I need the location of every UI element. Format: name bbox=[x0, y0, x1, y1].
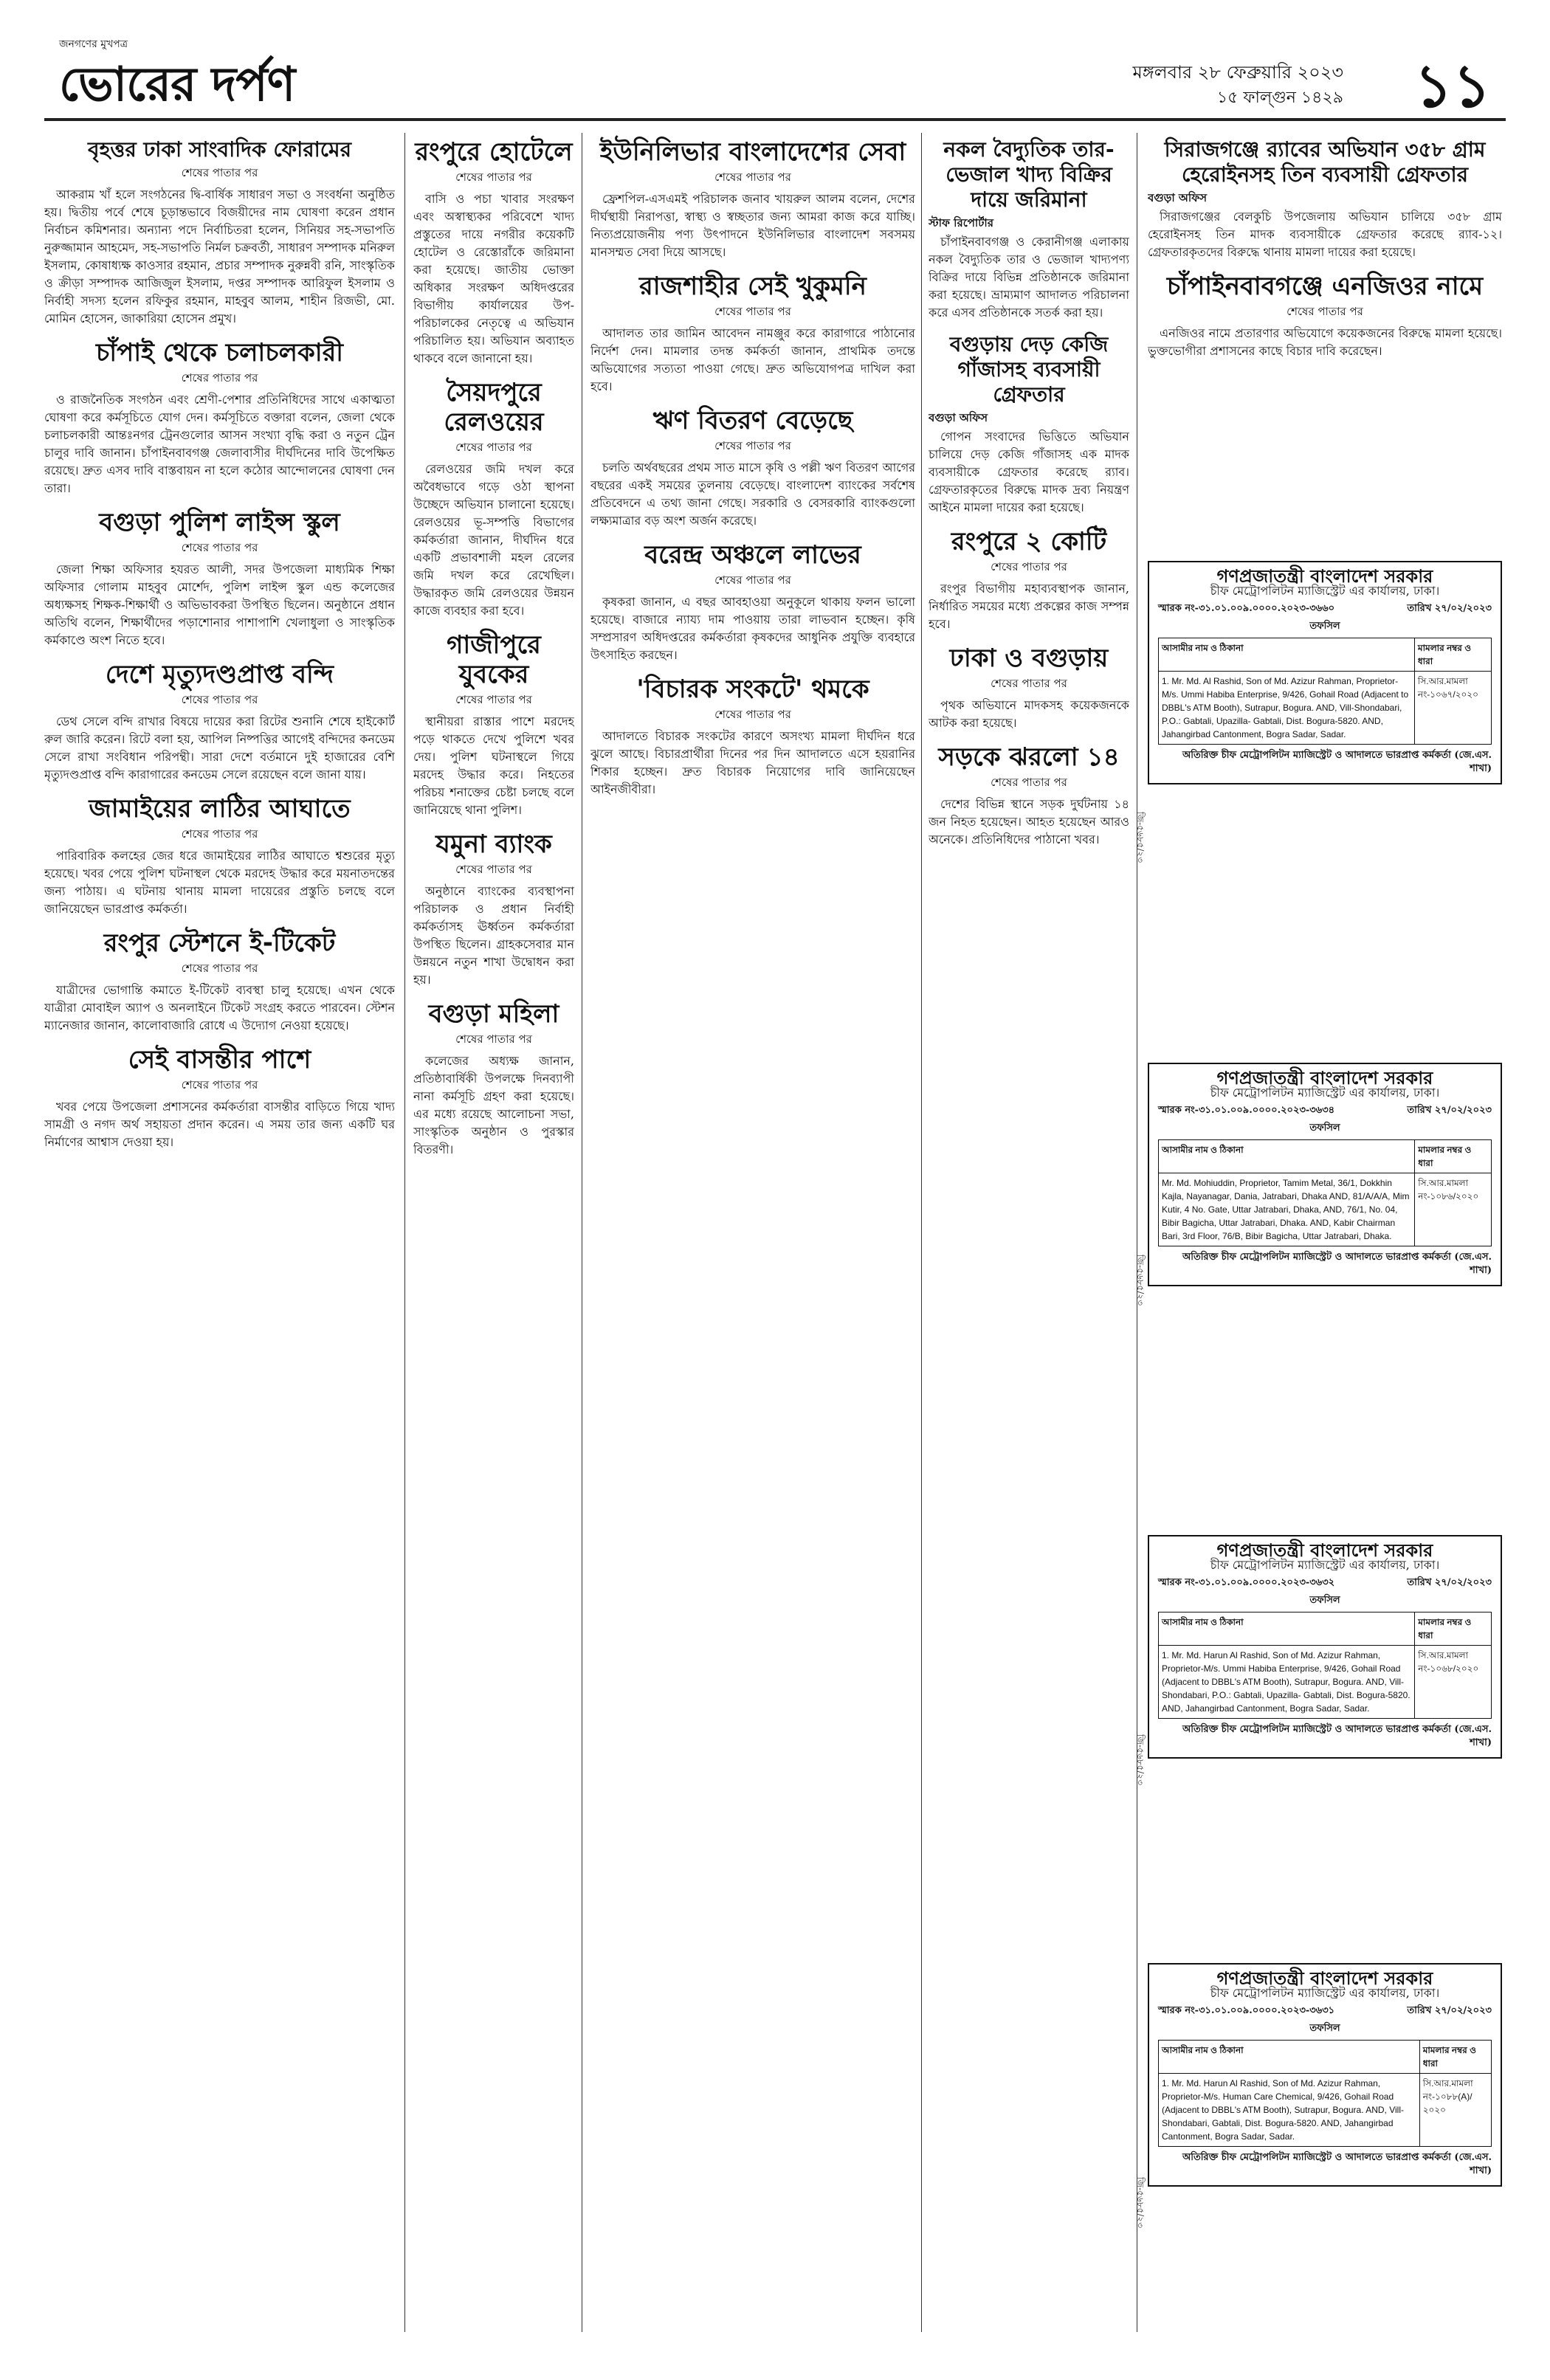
accused-details: 1. Mr. Md. Al Rashid, Son of Md. Azizur Rahman, Proprietor-M/s. Ummi Habiba Enterprise, 9/426, Gohail Road (Adjacent to DBBL's ATM Booth), Sutrapur, Bogura. AND, Vill-Shondabari, P.O.: Gabtali, Upazilla- Gabtali, Dist. Bogura-5820. AND, Jahangirbad Cantonment, Bogra Sadar, Sadar. bbox=[1159, 672, 1415, 745]
page-number: ১১ bbox=[1414, 52, 1491, 120]
story bbox=[590, 137, 915, 261]
case-number: সি.আর.মামলা নং-১০৬৮/২০২০ bbox=[1415, 1646, 1492, 1719]
court-notice bbox=[1148, 1963, 1502, 2187]
story bbox=[929, 332, 1129, 517]
story bbox=[929, 742, 1129, 849]
continued-label: শেষের পাতার পর bbox=[714, 170, 791, 184]
continued-label: শেষের পাতার পর bbox=[455, 1032, 532, 1046]
column-divider bbox=[404, 133, 405, 2332]
case-header: মামলার নম্বর ও ধারা bbox=[1414, 638, 1491, 672]
story-byline: বগুড়া অফিস bbox=[929, 411, 988, 424]
story-headline: বগুড়া মহিলা bbox=[428, 999, 559, 1029]
notice-date: তারিখ ২৭/০২/২০২৩ bbox=[1407, 1105, 1492, 1116]
court-notice bbox=[1148, 561, 1502, 784]
story bbox=[44, 1045, 395, 1151]
case-header: মামলার নম্বর ও ধারা bbox=[1415, 1140, 1492, 1173]
story-body: আদালতে বিচারক সংকটের কারণে অসংখ্য মামলা দীর্ঘদিন ধরে ঝুলে আছে। বিচারপ্রার্থীরা দিনের পর দিন আদালতে এসে হয়রানির শিকার হচ্ছেন। দ্রুত বিচারক নিয়োগের দাবি জানিয়েছেন আইনজীবীরা। bbox=[590, 729, 915, 796]
story bbox=[1148, 137, 1502, 261]
notice-signature: অতিরিক্ত চীফ মেট্রোপলিটন ম্যাজিস্ট্রেট ও আদালতে ভারপ্রাপ্ত কর্মকর্তা (জে.এস. শাখা) bbox=[1182, 2152, 1492, 2176]
story-headline: চাঁপাইনবাবগঞ্জে এনজিওর নামে bbox=[1166, 272, 1484, 301]
story-headline: রংপুরে ২ কোটি bbox=[951, 527, 1107, 556]
notice-office: চীফ মেট্রোপলিটন ম্যাজিস্ট্রেট এর কার্যালয়, ঢাকা। bbox=[1210, 584, 1440, 598]
accused-header: আসামীর নাম ও ঠিকানা bbox=[1159, 1140, 1415, 1173]
notice-signature: অতিরিক্ত চীফ মেট্রোপলিটন ম্যাজিস্ট্রেট ও আদালতে ভারপ্রাপ্ত কর্মকর্তা (জে.এস. শাখা) bbox=[1182, 750, 1492, 774]
story bbox=[413, 829, 574, 989]
story-body: জেলা শিক্ষা অফিসার হযরত আলী, সদর উপজেলা মাধ্যমিক শিক্ষা অফিসার গোলাম মাহবুব মোর্শেদ, পুলিশ লাইন্স স্কুল এন্ড কলেজের অধ্যক্ষসহ শিক্ষক-শিক্ষার্থী ও অভিভাবকরা উপস্থিত ছিলেন। অনুষ্ঠানে প্রধান অতিথি বলেন, শিক্ষার্থীদের পড়াশোনার পাশাপাশি খেলাধুলা ও সাংস্কৃতিক কর্মকাণ্ডে অংশ নিতে হবে। bbox=[44, 562, 395, 647]
story bbox=[590, 540, 915, 664]
date-gregorian: মঙ্গলবার ২৮ ফেব্রুয়ারি ২০২৩ bbox=[1132, 62, 1343, 83]
notice-schedule-label: তফসিল bbox=[1309, 1595, 1340, 1606]
story bbox=[929, 137, 1129, 322]
logo-kicker: জনগণের মুখপত্র bbox=[59, 38, 128, 50]
story bbox=[590, 272, 915, 396]
story-headline: বগুড়া পুলিশ লাইন্স স্কুল bbox=[99, 508, 340, 537]
notice-memo: স্মারক নং-৩১.০১.০০৯.০০০০.২০২৩-৩৬৬০ bbox=[1158, 603, 1335, 614]
notice-title: গণপ্রজাতন্ত্রী বাংলাদেশ সরকার bbox=[1216, 1068, 1433, 1089]
notice-date: তারিখ ২৭/০২/২০২৩ bbox=[1407, 1577, 1492, 1588]
story-headline: যমুনা ব্যাংক bbox=[435, 829, 552, 859]
story-headline: 'বিচারক সংকটে' থমকে bbox=[636, 675, 869, 704]
story-byline: স্টাফ রিপোর্টার bbox=[929, 216, 994, 230]
notice-table bbox=[1158, 1612, 1492, 1719]
newspaper-logo: ভোরের দর্পণ bbox=[59, 58, 295, 112]
story-body: বাসি ও পচা খাবার সংরক্ষণ এবং অস্বাস্থ্যকর পরিবেশে খাদ্য প্রস্তুতের দায়ে নগরীর কয়েকটি হোটেল ও রেস্তোরাঁকে জরিমানা করা হয়েছে। জাতীয় ভোক্তা অধিকার সংরক্ষণ অধিদপ্তরের বিভাগীয় কার্যালয়ের উপ-পরিচালকের নেতৃত্বে এ অভিযান পরিচালিত হয়। অভিযান অব্যাহত থাকবে বলে জানানো হয়। bbox=[413, 192, 574, 365]
continued-label: শেষের পাতার পর bbox=[991, 776, 1067, 789]
accused-details: 1. Mr. Md. Harun Al Rashid, Son of Md. Azizur Rahman, Proprietor-M/s. Ummi Habiba Enterprise, 9/426, Gohail Road (Adjacent to DBBL's ATM Booth), Sutrapur, Bogura. AND, Vill-Shondabari, P.O.: Gabtali, Upazilla- Gabtali, Dist. Bogura-5820. AND, Jahangirbad Cantonment, Bogra Sadar, Sadar. bbox=[1159, 1646, 1415, 1719]
case-number: সি.আর.মামলা নং-১০৬৭/২০২০ bbox=[1414, 672, 1491, 745]
accused-header: আসামীর নাম ও ঠিকানা bbox=[1159, 2041, 1420, 2074]
notice-signature: অতিরিক্ত চীফ মেট্রোপলিটন ম্যাজিস্ট্রেট ও আদালতে ভারপ্রাপ্ত কর্মকর্তা (জে.এস. শাখা) bbox=[1182, 1724, 1492, 1748]
masthead bbox=[44, 37, 1506, 121]
notice-title: গণপ্রজাতন্ত্রী বাংলাদেশ সরকার bbox=[1216, 1540, 1433, 1561]
notice-code: জি-৫৬৮৫/২৩ bbox=[1135, 1255, 1146, 1306]
notice-date: তারিখ ২৭/০২/২০২৩ bbox=[1407, 2005, 1492, 2016]
story-headline: জামাইয়ের লাঠির আঘাতে bbox=[89, 794, 351, 824]
notice-table bbox=[1158, 1139, 1492, 1246]
notice-memo: স্মারক নং-৩১.০১.০০৯.০০০০.২০২৩-৩৬৩১ bbox=[1158, 2005, 1335, 2016]
story-body: খবর পেয়ে উপজেলা প্রশাসনের কর্মকর্তারা বাসন্তীর বাড়িতে গিয়ে খাদ্য সামগ্রী ও নগদ অর্থ সহায়তা প্রদান করেন। এ সময় তার জন্য একটি ঘর নির্মাণের আশ্বাস দেওয়া হয়। bbox=[44, 1100, 395, 1149]
story-body: স্থানীয়রা রাস্তার পাশে মরদেহ পড়ে থাকতে দেখে পুলিশে খবর দেয়। পুলিশ ঘটনাস্থলে গিয়ে মরদেহ উদ্ধার করে। নিহতের পরিচয় শনাক্তের চেষ্টা চলছে বলে জানিয়েছে থানা পুলিশ। bbox=[413, 714, 574, 817]
story bbox=[590, 406, 915, 530]
story bbox=[44, 660, 395, 784]
story-headline: সড়কে ঝরলো ১৪ bbox=[938, 742, 1120, 772]
continued-label: শেষের পাতার পর bbox=[714, 708, 791, 721]
story-body: এনজিওর নামে প্রতারণার অভিযোগে কয়েকজনের বিরুদ্ধে মামলা হয়েছে। ভুক্তভোগীরা প্রশাসনের কাছে বিচার দাবি করেছেন। bbox=[1148, 326, 1502, 358]
story bbox=[413, 137, 574, 368]
date-bengali: ১৫ ফাল্গুন ১৪২৯ bbox=[1216, 89, 1343, 107]
accused-header: আসামীর নাম ও ঠিকানা bbox=[1159, 638, 1415, 672]
story bbox=[44, 338, 395, 497]
story bbox=[929, 527, 1129, 633]
story bbox=[44, 928, 395, 1035]
story-headline: গাজীপুরে যুবকের bbox=[447, 630, 541, 689]
case-number: সি.আর.মামলা নং-১০৮৮(A)/২০২০ bbox=[1419, 2074, 1491, 2147]
story bbox=[44, 137, 395, 328]
notice-schedule-label: তফসিল bbox=[1309, 1122, 1340, 1134]
case-header: মামলার নম্বর ও ধারা bbox=[1415, 1612, 1492, 1646]
story-headline: সেই বাসন্তীর পাশে bbox=[128, 1045, 311, 1075]
notice-memo-row bbox=[1158, 2004, 1492, 2018]
continued-label: শেষের পাতার পর bbox=[455, 441, 532, 454]
story-headline: নকল বৈদ্যুতিক তার-ভেজাল খাদ্য বিক্রির দায়ে জরিমানা bbox=[943, 137, 1115, 212]
story-headline: রাজশাহীর সেই খুকুমনি bbox=[639, 272, 867, 301]
notice-table bbox=[1158, 638, 1492, 745]
story-body: দেশের বিভিন্ন স্থানে সড়ক দুর্ঘটনায় ১৪ জন নিহত হয়েছেন। আহত হয়েছেন আরও অনেকে। প্রতিনিধিদের পাঠানো খবর। bbox=[929, 797, 1129, 846]
column-4 bbox=[929, 133, 1129, 2347]
court-notice bbox=[1148, 1535, 1502, 1759]
notice-table bbox=[1158, 2040, 1492, 2147]
story-body: চলতি অর্থবছরের প্রথম সাত মাসে কৃষি ও পল্লী ঋণ বিতরণ আগের বছরের একই সময়ের তুলনায় বেড়েছে। বাংলাদেশ ব্যাংকের সর্বশেষ প্রতিবেদনে এ তথ্য জানা গেছে। সরকারি ও বেসরকারি ব্যাংকগুলো লক্ষ্যমাত্রার বড় অংশ অর্জন করেছে। bbox=[590, 461, 915, 528]
story-headline: ঋণ বিতরণ বেড়েছে bbox=[652, 406, 853, 435]
story bbox=[590, 675, 915, 798]
notice-title: গণপ্রজাতন্ত্রী বাংলাদেশ সরকার bbox=[1216, 566, 1433, 587]
story-body: সিরাজগঞ্জের বেলকুচি উপজেলায় অভিযান চালিয়ে ৩৫৮ গ্রাম হেরোইনসহ তিন মাদক ব্যবসায়ীকে গ্রেফতার করেছে র‌্যাব-১২। গ্রেফতারকৃতদের বিরুদ্ধে থানায় মামলা দায়ের করা হয়েছে। bbox=[1148, 210, 1502, 259]
story-body: কলেজের অধ্যক্ষ জানান, প্রতিষ্ঠাবার্ষিকী উপলক্ষে দিনব্যাপী নানা কর্মসূচি গ্রহণ করা হয়েছে। এর মধ্যে রয়েছে আলোচনা সভা, সাংস্কৃতিক অনুষ্ঠান ও পুরস্কার বিতরণী। bbox=[413, 1054, 574, 1156]
continued-label: শেষের পাতার পর bbox=[455, 863, 532, 876]
story bbox=[1148, 272, 1502, 360]
story-byline: বগুড়া অফিস bbox=[1148, 191, 1208, 204]
column-2 bbox=[413, 133, 574, 2347]
continued-label: শেষের পাতার পর bbox=[455, 693, 532, 706]
story-body: রেলওয়ের জমি দখল করে অবৈধভাবে গড়ে ওঠা স্থাপনা উচ্ছেদে অভিযান চালানো হয়েছে। রেলওয়ের ভূ-সম্পত্তি বিভাগের কর্মকর্তারা জানান, দীর্ঘদিন ধরে একটি প্রভাবশালী মহল রেলের জমি দখল করে রেখেছিল। উদ্ধারকৃত জমি রেলওয়ের উন্নয়ন কাজে ব্যবহার করা হবে। bbox=[413, 462, 574, 618]
story-body: ও রাজনৈতিক সংগঠন এবং শ্রেণী-পেশার প্রতিনিধিদের সাথে একাত্মতা ঘোষণা করে কর্মসূচিতে যোগ দেন। কর্মসূচিতে বক্তারা বলেন, জেলা থেকে চলাচলকারী আন্তঃনগর ট্রেনগুলোর আসন সংখ্যা বৃদ্ধি করা ও নতুন ট্রেন চালুর দাবি জানান। চাঁপাইনবাবগঞ্জ জেলাবাসীর দীর্ঘদিনের দাবি উপেক্ষিত রয়েছে। দ্রুত এসব দাবি বাস্তবায়ন না হলে কঠোর আন্দোলনের ঘোষণা দেন তারা। bbox=[44, 393, 395, 495]
story bbox=[413, 999, 574, 1159]
story-body: পারিবারিক কলহের জের ধরে জামাইয়ের লাঠির আঘাতে শ্বশুরের মৃত্যু হয়েছে। খবর পেয়ে পুলিশ ঘটনাস্থল থেকে মরদেহ উদ্ধার করে ময়নাতদন্তের জন্য পাঠায়। এ ঘটনায় থানায় মামলা দায়েরের প্রস্তুতি চলছে বলে জানিয়েছেন ভারপ্রাপ্ত কর্মকর্তা। bbox=[44, 849, 395, 916]
notice-office: চীফ মেট্রোপলিটন ম্যাজিস্ট্রেট এর কার্যালয়, ঢাকা। bbox=[1210, 1086, 1440, 1100]
story-headline: চাঁপাই থেকে চলাচলকারী bbox=[95, 338, 344, 368]
story-body: ফ্রেশপিল-এসএমই পরিচালক জনাব খায়রুল আলম বলেন, দেশের দীর্ঘস্থায়ী নিরাপত্তা, স্বাস্থ্য ও স্বচ্ছতার জন্য আমরা কাজ করে যাচ্ছি। নিত্যপ্রয়োজনীয় পণ্য উৎপাদনে ইউনিলিভার বাংলাদেশ সবসময় মানসম্মত সেবা দিয়ে আসছে। bbox=[590, 192, 915, 259]
story-headline: ইউনিলিভার বাংলাদেশের সেবা bbox=[599, 137, 906, 167]
notice-memo: স্মারক নং-৩১.০১.০০৯.০০০০.২০২৩-৩৬৩২ bbox=[1158, 1577, 1335, 1588]
story bbox=[413, 630, 574, 819]
notice-memo-row bbox=[1158, 1576, 1492, 1590]
continued-label: শেষের পাতার পর bbox=[181, 166, 258, 179]
notice-memo-row bbox=[1158, 602, 1492, 615]
column-1 bbox=[44, 133, 395, 2347]
story-headline: রংপুর স্টেশনে ই-টিকেট bbox=[103, 928, 336, 958]
accused-details: Mr. Md. Mohiuddin, Proprietor, Tamim Metal, 36/1, Dokkhin Kajla, Nayanagar, Dania, Jatrabari, Dhaka AND, 81/A/A/A, Mim Kutir, 4 No. Gate, Uttar Jatrabari, Dhaka, AND, 76/1, No. 04, Bibir Bagicha, Uttar Jatrabari, Dhaka. AND, Kabir Chairman Bari, 3rd Floor, 76/B, Bibir Bagicha, Uttar Jatrabari, Dhaka. bbox=[1159, 1173, 1415, 1246]
continued-label: শেষের পাতার পর bbox=[181, 962, 258, 975]
story-body: অনুষ্ঠানে ব্যাংকের ব্যবস্থাপনা পরিচালক ও প্রধান নির্বাহী কর্মকর্তাসহ ঊর্ধ্বতন কর্মকর্তারা উপস্থিত ছিলেন। গ্রাহকসেবার মান উন্নয়নে নতুন শাখা উদ্বোধন করা হয়। bbox=[413, 884, 574, 987]
notice-memo: স্মারক নং-৩১.০১.০০৯.০০০০.২০২৩-৩৬৩৪ bbox=[1158, 1105, 1335, 1116]
story-headline: রংপুরে হোটেলে bbox=[415, 137, 573, 167]
notice-schedule-label: তফসিল bbox=[1309, 2023, 1340, 2034]
accused-header: আসামীর নাম ও ঠিকানা bbox=[1159, 1612, 1415, 1646]
story bbox=[413, 378, 574, 620]
notice-schedule-label: তফসিল bbox=[1309, 621, 1340, 632]
story-body: রংপুর বিভাগীয় মহাব্যবস্থাপক জানান, নির্ধারিত সময়ের মধ্যে প্রকল্পের কাজ সম্পন্ন হবে। bbox=[929, 582, 1129, 631]
continued-label: শেষের পাতার পর bbox=[991, 677, 1067, 690]
story-headline: সিরাজগঞ্জে র‌্যাবের অভিযান ৩৫৮ গ্রাম হেরোইনসহ তিন ব্যবসায়ী গ্রেফতার bbox=[1164, 137, 1486, 187]
story-body: গোপন সংবাদের ভিত্তিতে অভিযান চালিয়ে দেড় কেজি গাঁজাসহ এক মাদক ব্যবসায়ীকে গ্রেফতার করেছে র‌্যাব। গ্রেফতারকৃতের বিরুদ্ধে মাদক দ্রব্য নিয়ন্ত্রণ আইনে মামলা দায়ের করা হয়েছে। bbox=[929, 430, 1129, 514]
case-header: মামলার নম্বর ও ধারা bbox=[1419, 2041, 1491, 2074]
notice-office: চীফ মেট্রোপলিটন ম্যাজিস্ট্রেট এর কার্যালয়, ঢাকা। bbox=[1210, 1558, 1440, 1572]
continued-label: শেষের পাতার পর bbox=[181, 371, 258, 384]
story-headline: বগুড়ায় দেড় কেজি গাঁজাসহ ব্যবসায়ী গ্রেফতার bbox=[949, 332, 1109, 407]
story-body: ডেথ সেলে বন্দি রাখার বিষয়ে দায়ের করা রিটের শুনানি শেষে হাইকোর্ট রুল জারি করেন। রিটে বলা হয়, আপিল নিষ্পত্তির আগেই বন্দিদের কনডেম সেলে রাখা সংবিধান পরিপন্থী। সারা দেশে বর্তমানে দুই হাজারের বেশি মৃত্যুদণ্ডপ্রাপ্ত বন্দি কারাগারের কনডেম সেলে রয়েছেন বলে জানা যায়। bbox=[44, 714, 395, 782]
story-body: কৃষকরা জানান, এ বছর আবহাওয়া অনুকূলে থাকায় ফলন ভালো হয়েছে। বাজারে ন্যায্য দাম পাওয়ায় তারা লাভবান হচ্ছেন। কৃষি সম্প্রসারণ অধিদপ্তরের কর্মকর্তারা কৃষকদের আধুনিক প্রযুক্তি ব্যবহারে উৎসাহিত করছেন। bbox=[590, 595, 915, 662]
story-headline: বৃহত্তর ঢাকা সাংবাদিক ফোরামের bbox=[88, 137, 351, 162]
story bbox=[44, 794, 395, 918]
case-number: সি.আর.মামলা নং-১০৮৬/২০২০ bbox=[1415, 1173, 1492, 1246]
continued-label: শেষের পাতার পর bbox=[455, 170, 532, 184]
story bbox=[929, 644, 1129, 732]
continued-label: শেষের পাতার পর bbox=[714, 305, 791, 318]
continued-label: শেষের পাতার পর bbox=[714, 439, 791, 452]
story-body: আকরাম খাঁ হলে সংগঠনের দ্বি-বার্ষিক সাধারণ সভা ও সংবর্ধনা অনুষ্ঠিত হয়। দ্বিতীয় পর্বে শেষে চূড়ান্তভাবে বিজয়ীদের নাম ঘোষণা করেন প্রধান নির্বাচন কমিশনার। অন্যান্য পদে নির্বাচিতরা হলেন, সিনিয়র সহ-সভাপতি নুরুজ্জামান আহমেদ, সহ-সভাপতি নির্মল চক্রবর্তী, সাধারণ সম্পাদক মনিরুল ইসলাম, কোষাধ্যক্ষ কাওসার রহমান, প্রচার সম্পাদক নুরুন্নবী রনি, সাংস্কৃতিক ও ক্রীড়া সম্পাদক আজিজুল ইসলাম, দপ্তর সম্পাদক আরিফুল ইসলাম ও নির্বাহী সদস্য হলেন রফিকুর রহমান, মাহবুব আলম, শাহীন রিজভী, মো. মোমিন হোসেন, জাকারিয়া হোসেন প্রমুখ। bbox=[44, 187, 395, 325]
story-body: যাত্রীদের ভোগান্তি কমাতে ই-টিকেট ব্যবস্থা চালু হয়েছে। এখন থেকে যাত্রীরা মোবাইল অ্যাপ ও অনলাইনে টিকেট সংগ্রহ করতে পারবেন। স্টেশন ম্যানেজার জানান, কালোবাজারি রোধে এ উদ্যোগ নেওয়া হয়েছে। bbox=[44, 983, 395, 1032]
continued-label: শেষের পাতার পর bbox=[181, 1078, 258, 1091]
column-3 bbox=[590, 133, 915, 2347]
story-body: চাঁপাইনবাবগঞ্জ ও কেরানীগঞ্জ এলাকায় নকল বৈদ্যুতিক তার ও ভেজাল খাদ্যপণ্য বিক্রির দায়ে বিভিন্ন প্রতিষ্ঠানকে জরিমানা করা হয়েছে। ভ্রাম্যমাণ আদালত পরিচালনা করে এসব প্রতিষ্ঠানকে সতর্ক করা হয়। bbox=[929, 235, 1129, 320]
notice-code: জি-৫৬৮৫/২৩ bbox=[1135, 812, 1146, 863]
notice-office: চীফ মেট্রোপলিটন ম্যাজিস্ট্রেট এর কার্যালয়, ঢাকা। bbox=[1210, 1986, 1440, 2000]
continued-label: শেষের পাতার পর bbox=[1286, 305, 1363, 318]
story-headline: ঢাকা ও বগুড়ায় bbox=[949, 644, 1109, 673]
continued-label: শেষের পাতার পর bbox=[181, 827, 258, 841]
story-headline: দেশে মৃত্যুদণ্ডপ্রাপ্ত বন্দি bbox=[105, 660, 334, 689]
notice-code: জি-৫৬৮৫/২৩ bbox=[1135, 1734, 1146, 1786]
court-notice bbox=[1148, 1063, 1502, 1286]
story bbox=[44, 508, 395, 649]
notice-code: জি-৫৬৮৫/২৩ bbox=[1135, 2177, 1146, 2229]
story-body: পৃথক অভিযানে মাদকসহ কয়েকজনকে আটক করা হয়েছে। bbox=[929, 698, 1129, 730]
column-divider bbox=[921, 133, 922, 2332]
accused-details: 1. Mr. Md. Harun Al Rashid, Son of Md. Azizur Rahman, Proprietor-M/s. Human Care Chemical, 9/426, Gohail Road (Adjacent to DBBL's ATM Booth), Sutrapur, Bogura. AND, Vill-Shondabari, Gabtali, Dist. Bogura-5820. AND, Jahangirbad Cantonment, Bogra Sadar, Sadar. bbox=[1159, 2074, 1420, 2147]
continued-label: শেষের পাতার পর bbox=[181, 693, 258, 706]
story-headline: বরেন্দ্র অঞ্চলে লাভের bbox=[644, 540, 861, 570]
notice-signature: অতিরিক্ত চীফ মেট্রোপলিটন ম্যাজিস্ট্রেট ও আদালতে ভারপ্রাপ্ত কর্মকর্তা (জে.এস. শাখা) bbox=[1182, 1252, 1492, 1276]
story-body: আদালত তার জামিন আবেদন নামঞ্জুর করে কারাগারে পাঠানোর নির্দেশ দেন। মামলার তদন্ত কর্মকর্তা জানান, প্রাথমিক তদন্তে অভিযোগের সত্যতা পাওয়া গেছে। দ্রুত অভিযোগপত্র দাখিল করা হবে। bbox=[590, 326, 915, 393]
notice-date: তারিখ ২৭/০২/২০২৩ bbox=[1407, 603, 1492, 614]
continued-label: শেষের পাতার পর bbox=[714, 573, 791, 587]
notice-title: গণপ্রজাতন্ত্রী বাংলাদেশ সরকার bbox=[1216, 1968, 1433, 1989]
notice-memo-row bbox=[1158, 1104, 1492, 1117]
story-headline: সৈয়দপুরে রেলওয়ের bbox=[444, 378, 544, 437]
continued-label: শেষের পাতার পর bbox=[991, 560, 1067, 573]
continued-label: শেষের পাতার পর bbox=[181, 541, 258, 554]
